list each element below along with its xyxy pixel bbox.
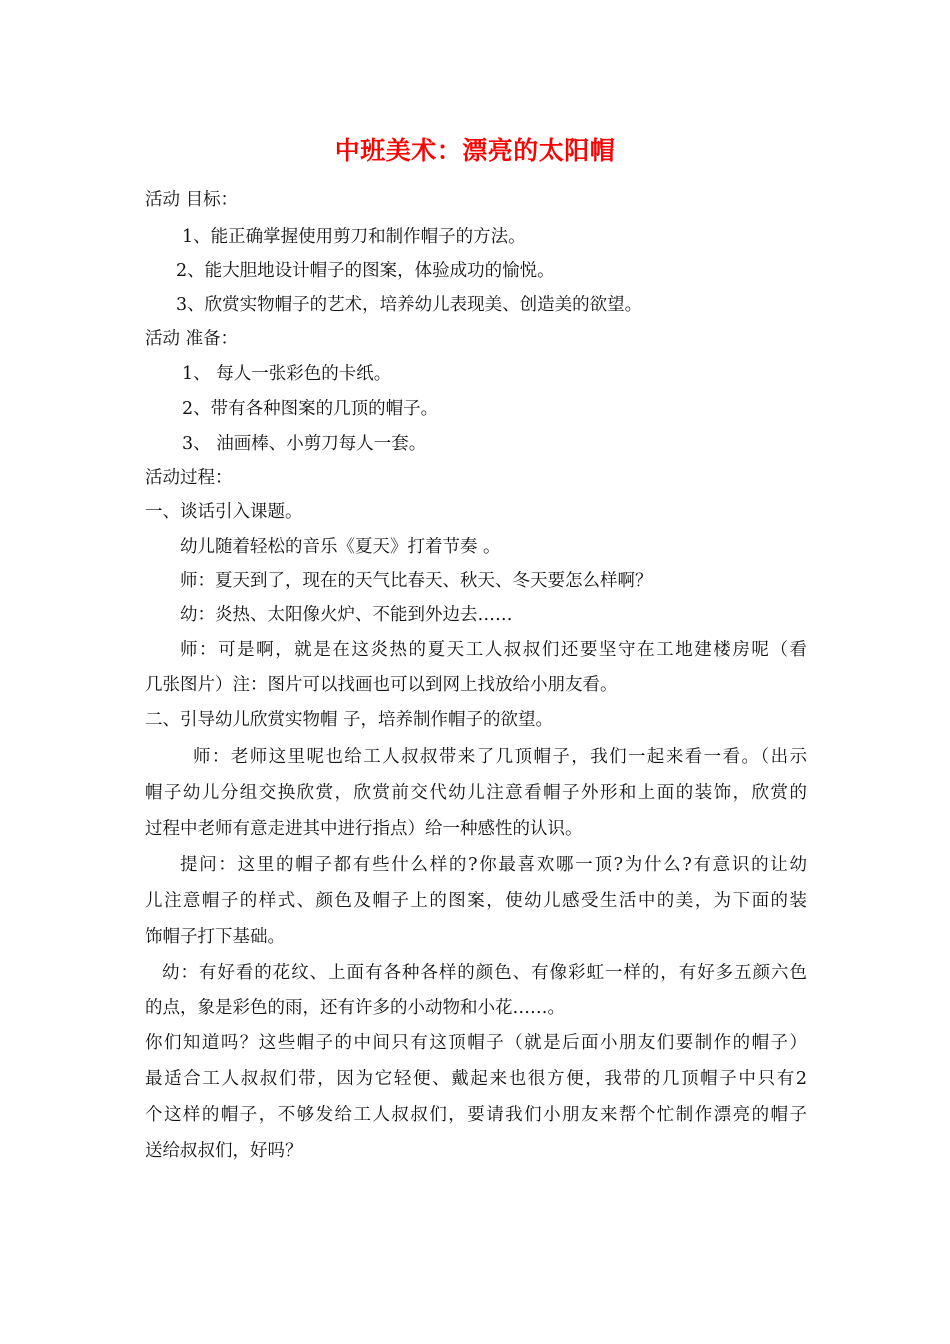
goal-item: 3、欣赏实物帽子的艺术，培养幼儿表现美、创造美的欲望。 [176,295,643,315]
section2-line: 送给叔叔们，好吗？ [145,1141,303,1161]
section1-heading: 一、谈话引入课题。 [145,502,303,522]
section2-line: 幼：有好看的花纹、上面有各种各样的颜色、有像彩虹一样的，有好多五颜六色 [162,963,807,983]
section1-line: 幼儿随着轻松的音乐《夏天》打着节奏 。 [180,537,501,557]
process-heading: 活动过程： [145,468,233,488]
section2-line: 饰帽子打下基础。 [145,927,285,947]
goal-item: 1、能正确掌握使用剪刀和制作帽子的方法。 [182,227,526,247]
section2-line: 最适合工人叔叔们带，因为它轻便、戴起来也很方便，我带的几顶帽子中只有2 [145,1069,807,1089]
section1-line: 几张图片）注：图片可以找画也可以到网上找放给小朋友看。 [145,675,618,695]
section2-line: 个这样的帽子，不够发给工人叔叔们，要请我们小朋友来帮个忙制作漂亮的帽子 [145,1105,807,1125]
section2-line: 的点，象是彩色的雨，还有许多的小动物和小花……。 [145,998,565,1018]
section1-line: 师：可是啊，就是在这炎热的夏天工人叔叔们还要坚守在工地建楼房呢（看 [180,640,807,660]
prep-item: 2、带有各种图案的几顶的帽子。 [182,399,439,419]
section2-heading: 二、引导幼儿欣赏实物帽 子，培养制作帽子的欲望。 [145,710,554,730]
section2-line: 提问：这里的帽子都有些什么样的?你最喜欢哪一顶?为什么?有意识的让幼 [180,855,807,875]
goals-heading: 活动 目标： [145,190,239,210]
section2-line: 过程中老师有意走进其中进行指点）给一种感性的认识。 [145,819,583,839]
prep-item: 1、 每人一张彩色的卡纸。 [182,364,392,384]
section2-line: 师：老师这里呢也给工人叔叔带来了几顶帽子，我们一起来看一看。（出示 [193,747,807,767]
section2-line: 帽子幼儿分组交换欣赏，欣赏前交代幼儿注意看帽子外形和上面的装饰，欣赏的 [145,783,807,803]
prep-item: 3、 油画棒、小剪刀每人一套。 [182,434,427,454]
section2-line: 你们知道吗？这些帽子的中间只有这顶帽子（就是后面小朋友们要制作的帽子） [145,1033,807,1053]
goal-item: 2、能大胆地设计帽子的图案，体验成功的愉悦。 [176,261,555,281]
section2-line: 儿注意帽子的样式、颜色及帽子上的图案，使幼儿感受生活中的美，为下面的装 [145,891,807,911]
section1-line: 幼：炎热、太阳像火炉、不能到外边去…… [180,605,513,625]
section1-line: 师：夏天到了，现在的天气比春天、秋天、冬天要怎么样啊？ [180,571,653,591]
prep-heading: 活动 准备： [145,329,239,349]
page-title: 中班美术：漂亮的太阳帽 [334,136,616,165]
